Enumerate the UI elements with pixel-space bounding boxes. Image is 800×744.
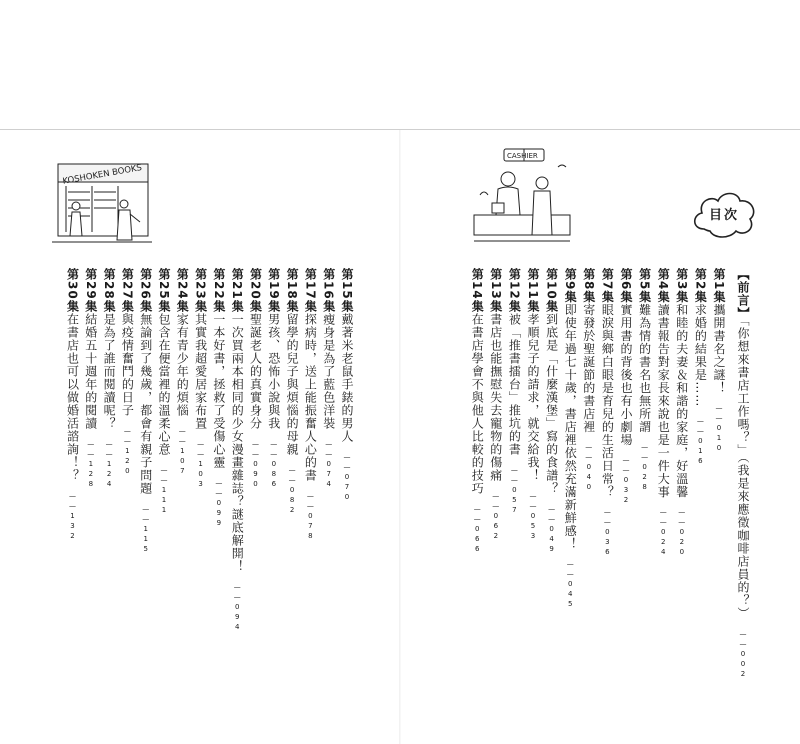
chapter-title: 在書店學會不與他人比較的技巧	[470, 312, 485, 495]
chapter-label: 第28集	[102, 268, 117, 313]
toc-intro	[734, 268, 751, 680]
chapter-title: 瘦身是為了藍色洋裝	[321, 312, 336, 430]
chapter-page: ——024	[659, 508, 668, 559]
toc-entry	[210, 268, 227, 529]
chapter-page: ——128	[86, 439, 95, 490]
chapter-title: 眼淚與鄉白眼是育兒的生活日常？	[600, 303, 615, 499]
storefront-sign: KOSHOKEN BOOKS	[61, 163, 143, 187]
top-band	[0, 0, 800, 130]
toc-entry	[118, 268, 135, 477]
chapter-label: 第6集	[619, 268, 633, 304]
toc-entry	[82, 268, 99, 490]
chapter-label: 第26集	[138, 268, 153, 313]
chapter-label: 第2集	[693, 268, 708, 304]
chapter-label: 第5集	[637, 268, 652, 304]
chapter-title: 其實我超愛居家布置	[193, 312, 208, 430]
chapter-page: ——107	[178, 426, 187, 477]
chapter-title: 和睦的夫妻＆和諧的家庭，好溫馨	[674, 303, 689, 499]
chapter-label: 第23集	[193, 268, 208, 313]
chapter-label: 第27集	[120, 268, 135, 313]
toc-entry	[283, 268, 300, 516]
chapter-title: 攜開書名之謎！	[712, 303, 726, 395]
toc-entry	[580, 268, 597, 493]
chapter-page: ——016	[696, 417, 705, 468]
chapter-title: 結婚五十週年的閱讀	[83, 312, 98, 430]
toc-entry	[617, 268, 634, 506]
chapter-title: 難為情的書名也無所謂	[637, 303, 652, 434]
toc-badge	[688, 185, 760, 243]
chapter-label: 第29集	[83, 268, 98, 313]
chapter-title: 被「推書擂台」推坑的書	[507, 312, 522, 456]
chapter-title: 一次買兩本相同的少女漫畫雜誌？謎底解開！	[230, 312, 245, 573]
chapter-label: 第11集	[526, 268, 540, 313]
chapter-title: 留學的兒子與煩惱的母親	[285, 312, 300, 456]
chapter-page: ——049	[547, 504, 556, 555]
chapter-title: 聖誕老人的真實身分	[248, 312, 263, 430]
bookstore-illustration	[52, 156, 152, 252]
chapter-title: 即使年過七十歲，書店裡依然充滿新鮮感！	[563, 303, 578, 551]
chapter-title: 包含在便當裡的溫柔心意	[157, 312, 171, 456]
toc-entry	[155, 268, 172, 516]
toc-entry	[192, 268, 209, 490]
toc-entry	[636, 268, 653, 493]
chapter-label: 第24集	[175, 268, 190, 313]
chapter-label: 第13集	[488, 268, 503, 313]
chapter-page: ——070	[343, 452, 351, 503]
intro-title: 「你想來書店工作嗎？」（我是來應徵咖啡店員的？）	[736, 320, 750, 620]
chapter-title: 孝順兒子的請求，就交給我！	[526, 312, 540, 482]
chapter-page: ——120	[123, 426, 132, 477]
chapter-page: ——103	[196, 439, 205, 490]
chapter-page: ——094	[233, 582, 242, 633]
chapter-page: ——057	[510, 465, 519, 516]
chapter-page: ——020	[677, 508, 686, 559]
toc-entry	[320, 268, 337, 490]
toc-entry	[673, 268, 690, 558]
chapter-page: ——086	[269, 439, 278, 490]
chapter-label: 第21集	[230, 268, 245, 313]
chapter-label: 第10集	[544, 268, 559, 313]
toc-entry	[301, 268, 318, 542]
chapter-page: ——115	[141, 504, 150, 555]
chapter-page: ——066	[473, 504, 482, 555]
chapter-label: 第4集	[656, 268, 671, 304]
chapter-label: 第19集	[266, 268, 281, 313]
toc-entry	[64, 268, 81, 542]
chapter-title: 在書店也可以做婚活諮詢！？	[65, 312, 80, 482]
chapter-label: 第8集	[581, 268, 596, 304]
chapter-label: 第18集	[285, 268, 300, 313]
chapter-title: 讀書報告對家長來說也是一件大事	[656, 303, 671, 499]
chapter-title: 求婚的結果是……	[693, 303, 708, 408]
chapter-page: ——074	[324, 439, 333, 490]
chapter-page: ——040	[584, 443, 593, 494]
chapter-label: 第17集	[303, 268, 318, 313]
intro-label: 【前言】	[736, 268, 750, 320]
toc-entry	[173, 268, 190, 477]
book-spine	[399, 130, 401, 744]
chapter-label: 第22集	[211, 268, 226, 313]
chapter-page: ——062	[491, 491, 500, 542]
toc-entry	[561, 268, 578, 610]
chapter-label: 第25集	[157, 268, 171, 313]
toc-entry	[100, 268, 117, 490]
chapter-title: 與疫情奮鬥的日子	[120, 312, 135, 417]
chapter-page: ——028	[640, 443, 649, 494]
chapter-title: 家有青少年的煩惱	[175, 312, 190, 417]
chapter-page: ——010	[715, 404, 723, 455]
chapter-page: ——078	[306, 491, 315, 542]
chapter-label: 第9集	[563, 268, 578, 304]
toc-entry	[247, 268, 264, 490]
cashier-sign: CASHIER	[507, 152, 538, 160]
chapter-title: 到底是「什麼漢堡」寫的食譜？	[544, 312, 559, 495]
chapter-page: ——036	[603, 508, 612, 559]
chapter-page: ——045	[566, 560, 575, 611]
chapter-title: 戴著米老鼠手錶的男人	[340, 312, 354, 443]
toc-entry	[137, 268, 154, 555]
chapter-title: 實用書的背後也有小劇場	[619, 303, 633, 447]
toc-entry	[524, 268, 541, 542]
chapter-page: ——053	[529, 491, 537, 542]
chapter-label: 第14集	[470, 268, 485, 313]
toc-entry	[691, 268, 708, 467]
chapter-label: 第7集	[600, 268, 615, 304]
chapter-page: ——082	[288, 465, 297, 516]
chapter-title: 寄發於聖誕節的書店裡	[581, 303, 596, 434]
chapter-page: ——090	[251, 439, 260, 490]
chapter-label: 第3集	[674, 268, 689, 304]
cashier-illustration	[470, 145, 574, 247]
chapter-label: 第12集	[507, 268, 522, 313]
chapter-label: 第30集	[65, 268, 80, 313]
chapter-label: 第15集	[340, 268, 354, 313]
chapter-label: 第20集	[248, 268, 263, 313]
intro-page: ——002	[739, 630, 747, 680]
toc-entry	[505, 268, 522, 516]
chapter-label: 第1集	[712, 268, 726, 304]
toc-title: 目次	[708, 208, 739, 223]
chapter-title: 書店也能撫慰失去寵物的傷痛	[488, 312, 503, 482]
chapter-title: 男孩、恐怖小說與我	[266, 312, 281, 430]
chapter-label: 第16集	[321, 268, 336, 313]
toc-entry	[543, 268, 560, 555]
chapter-title: 是為了誰而閱讀呢？	[102, 312, 117, 430]
chapter-title: 無論到了幾歲，都會有親子問題	[138, 312, 153, 495]
chapter-title: 一本好書，拯救了受傷心靈	[211, 312, 226, 469]
toc-entry	[710, 268, 727, 454]
chapter-page: ——032	[622, 456, 630, 507]
toc-entry	[265, 268, 282, 490]
chapter-page: ——124	[105, 439, 114, 490]
toc-entry	[338, 268, 355, 503]
toc-entry	[487, 268, 504, 542]
chapter-page: ——099	[214, 478, 223, 529]
chapter-page: ——111	[160, 465, 168, 516]
chapter-title: 探病時，送上能振奮人心的書	[303, 312, 318, 482]
toc-entry	[654, 268, 671, 558]
toc-entry	[228, 268, 245, 633]
toc-entry	[598, 268, 615, 558]
toc-entry	[468, 268, 485, 555]
chapter-page: ——132	[68, 491, 77, 542]
